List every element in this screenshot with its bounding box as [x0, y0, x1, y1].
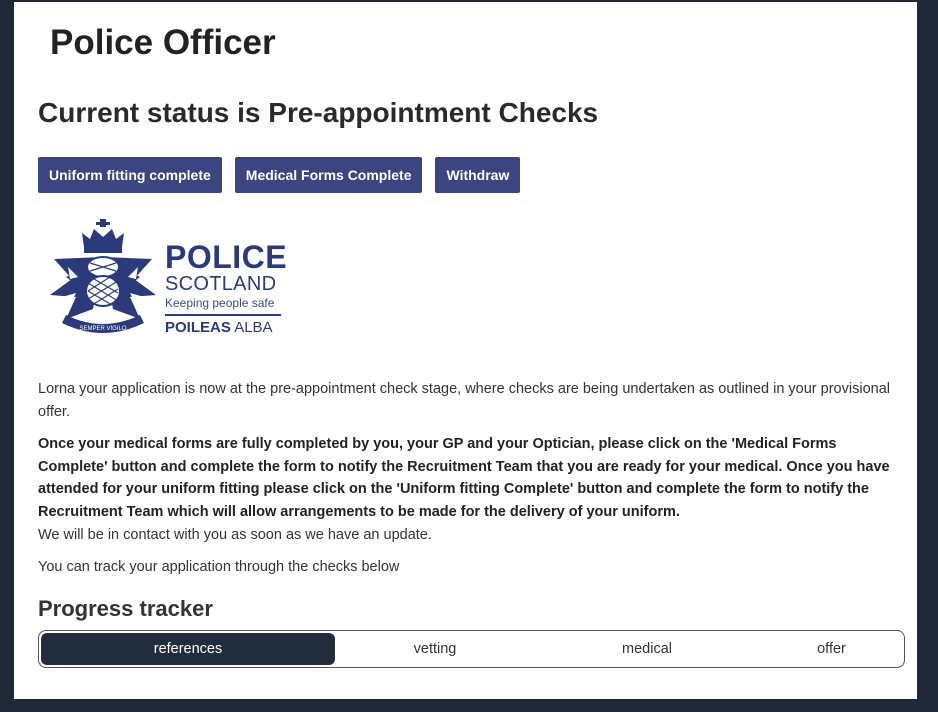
- logo-police-text: POLICE: [165, 239, 288, 275]
- police-scotland-logo: [48, 219, 293, 339]
- progress-step-medical: medical: [622, 641, 672, 657]
- intro-text: Lorna your application is now at the pre-appointment check stage, where checks are being undertaken as outlined in your provisional offer.: [38, 381, 890, 420]
- progress-step-references: references: [41, 633, 335, 665]
- instructions-text: Once your medical forms are fully completed by you, your GP and your Optician, please click on the 'Medical Forms Complete' button and complete the form to notify the Recruitment Team that you are ready for your medical. Once you have attended for your uniform fitting please click on the 'Uniform fitting Complete' button and complete the form to notify the Recruitment Team which will allow arrangements to be made for the delivery of your uniform.: [38, 436, 890, 520]
- main-panel: [14, 2, 917, 699]
- medical-forms-complete-button[interactable]: Medical Forms Complete: [235, 157, 423, 193]
- logo-wordmark: [165, 241, 287, 335]
- status-heading: Current status is Pre-appointment Checks: [38, 97, 599, 128]
- logo-gaelic-text: POILEAS ALBA: [165, 318, 273, 336]
- progress-step-vetting: vetting: [413, 641, 457, 657]
- progress-tracker-title: Progress tracker: [38, 596, 213, 621]
- contact-text: We will be in contact with you as soon as we have an update.: [38, 527, 432, 543]
- police-scotland-crest-icon: [48, 219, 158, 339]
- action-buttons: [38, 157, 520, 193]
- uniform-fitting-complete-button[interactable]: Uniform fitting complete: [38, 157, 222, 193]
- track-note-text: You can track your application through the checks below: [38, 559, 400, 575]
- logo-tagline: Keeping people safe: [165, 296, 275, 310]
- logo-divider: [165, 314, 281, 316]
- progress-step-offer: offer: [817, 641, 846, 657]
- page-title: Police Officer: [50, 23, 276, 62]
- progress-tracker: [38, 630, 905, 668]
- logo-scotland-text: SCOTLAND: [165, 273, 277, 295]
- withdraw-button[interactable]: Withdraw: [435, 157, 520, 193]
- crest-motto: SEMPER VIGILO: [79, 326, 127, 332]
